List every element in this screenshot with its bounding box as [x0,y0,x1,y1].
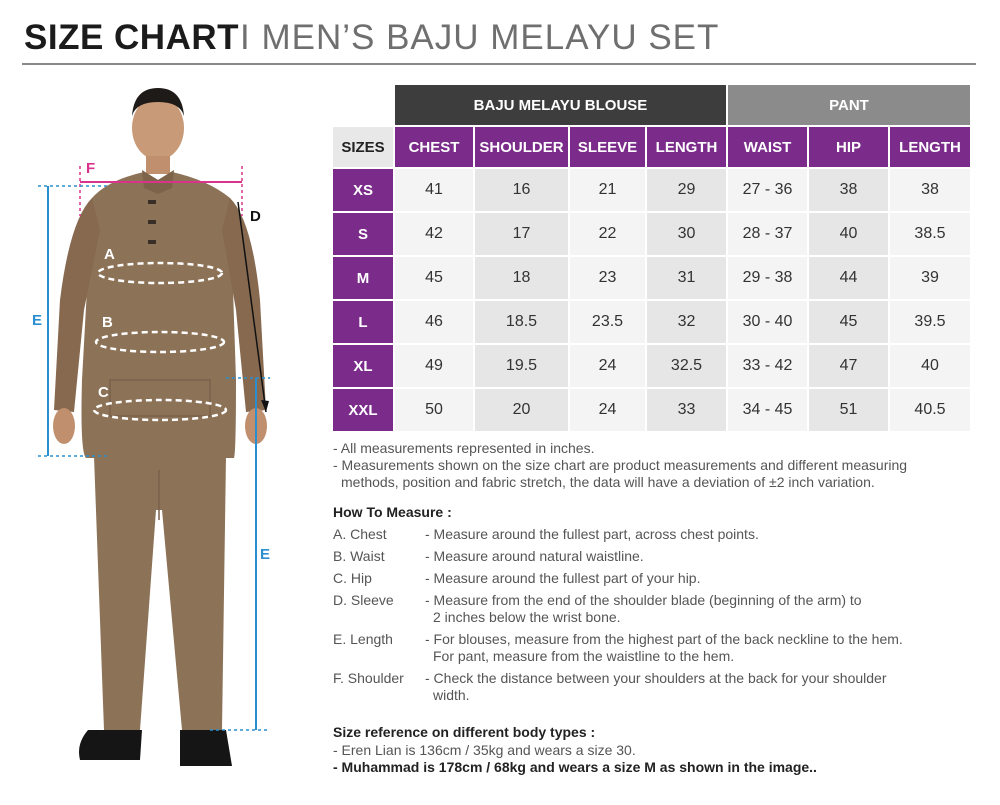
howto-list [333,526,993,709]
table-row [333,169,970,211]
measurement-notes [333,440,993,491]
label-a: A [104,246,115,263]
howto-desc [425,570,993,587]
group-header-blouse: BAJU MELAYU BLOUSE [395,85,726,125]
table-cell: 16 [475,169,568,211]
label-b: B [102,314,113,331]
reference-line-1: - Eren Lian is 136cm / 35kg and wears a size 30. [333,742,636,758]
table-cell: 47 [809,345,888,387]
table-cell: 18 [475,257,568,299]
reference-list [333,742,817,776]
table-cell: 24 [570,345,645,387]
howto-item [333,631,993,665]
howto-desc-line: 2 inches below the wrist bone. [433,609,621,625]
table-row [333,257,970,299]
howto-term: D. Sleeve [333,592,394,608]
size-label: XL [333,345,393,387]
col-header-waist: WAIST [728,127,807,167]
table-cell: 40.5 [890,389,970,431]
group-header-pant: PANT [728,85,970,125]
table-cell: 39 [890,257,970,299]
table-cell: 33 [647,389,726,431]
howto-title: How To Measure : [333,504,452,520]
howto-item [333,670,993,704]
howto-desc-line: - Measure around the fullest part, across chest points. [425,526,759,542]
reference-line-2: - Muhammad is 178cm / 68kg and wears a size M as shown in the image.. [333,759,817,775]
sizes-header: SIZES [333,127,393,167]
table-cell: 38.5 [890,213,970,255]
howto-desc [425,592,993,626]
group-header-row [333,85,970,125]
table-row [333,301,970,343]
label-d: D [250,208,261,225]
table-cell: 23.5 [570,301,645,343]
table-cell: 30 [647,213,726,255]
table-cell: 18.5 [475,301,568,343]
label-f: F [86,160,96,177]
column-header-row [333,127,970,167]
table-cell: 39.5 [890,301,970,343]
page-title: SIZE CHART [24,18,239,57]
howto-desc-line: For pant, measure from the waistline to the hem. [433,648,735,664]
table-cell: 42 [395,213,473,255]
size-label: XS [333,169,393,211]
howto-desc-line: - Measure from the end of the shoulder blade (beginning of the arm) to [425,592,862,608]
howto-term: C. Hip [333,570,372,586]
table-cell: 29 [647,169,726,211]
table-row [333,345,970,387]
table-cell: 40 [809,213,888,255]
table-cell: 38 [809,169,888,211]
table-cell: 34 - 45 [728,389,807,431]
table-cell: 45 [809,301,888,343]
reference-title: Size reference on different body types : [333,724,596,740]
col-header-length: LENGTH [647,127,726,167]
col-header-shoulder: SHOULDER [475,127,568,167]
howto-item [333,592,993,626]
size-label: M [333,257,393,299]
table-cell: 29 - 38 [728,257,807,299]
note-inches: - All measurements represented in inches. [333,440,595,456]
table-cell: 28 - 37 [728,213,807,255]
table-cell: 46 [395,301,473,343]
model-illustration [30,80,290,800]
howto-desc [425,631,993,665]
howto-desc-line: - For blouses, measure from the highest part of the back neckline to the hem. [425,631,903,647]
header-divider [22,63,976,65]
table-cell: 49 [395,345,473,387]
table-cell: 45 [395,257,473,299]
table-cell: 32 [647,301,726,343]
howto-desc-line: - Check the distance between your shoulders at the back for your shoulder [425,670,887,686]
table-cell: 24 [570,389,645,431]
howto-desc-line: - Measure around the fullest part of your hip. [425,570,701,586]
label-c: C [98,384,109,401]
size-label: S [333,213,393,255]
table-cell: 20 [475,389,568,431]
table-cell: 44 [809,257,888,299]
table-cell: 41 [395,169,473,211]
howto-desc [425,548,993,565]
table-cell: 51 [809,389,888,431]
page-subtitle: I MEN’S BAJU MELAYU SET [240,18,720,57]
size-chart-table [331,83,972,433]
table-cell: 33 - 42 [728,345,807,387]
table-row [333,213,970,255]
howto-term: F. Shoulder [333,670,404,686]
note-deviation: - Measurements shown on the size chart are product measurements and different measuring [333,457,908,473]
note-deviation-cont: methods, position and fabric stretch, the data will have a deviation of ±2 inch variation. [341,474,875,490]
howto-item [333,548,993,565]
col-header-hip: HIP [809,127,888,167]
col-header-chest: CHEST [395,127,473,167]
label-e-blouse: E [32,312,43,329]
table-cell: 23 [570,257,645,299]
howto-term: A. Chest [333,526,387,542]
col-header-sleeve: SLEEVE [570,127,645,167]
table-cell: 21 [570,169,645,211]
table-cell: 27 - 36 [728,169,807,211]
size-label: L [333,301,393,343]
howto-desc [425,526,993,543]
size-label: XXL [333,389,393,431]
howto-desc-line: - Measure around natural waistline. [425,548,644,564]
label-e-pant: E [260,546,271,563]
howto-term: B. Waist [333,548,385,564]
howto-item [333,526,993,543]
table-cell: 50 [395,389,473,431]
col-header-pant-length: LENGTH [890,127,970,167]
howto-item [333,570,993,587]
table-cell: 40 [890,345,970,387]
table-cell: 30 - 40 [728,301,807,343]
howto-term: E. Length [333,631,393,647]
table-cell: 19.5 [475,345,568,387]
table-cell: 31 [647,257,726,299]
table-cell: 32.5 [647,345,726,387]
table-row [333,389,970,431]
model-figure [30,80,290,800]
howto-desc [425,670,993,704]
table-cell: 38 [890,169,970,211]
size-rows [333,169,970,431]
table-cell: 17 [475,213,568,255]
howto-desc-line: width. [433,687,470,703]
empty-corner [333,85,393,125]
table-cell: 22 [570,213,645,255]
